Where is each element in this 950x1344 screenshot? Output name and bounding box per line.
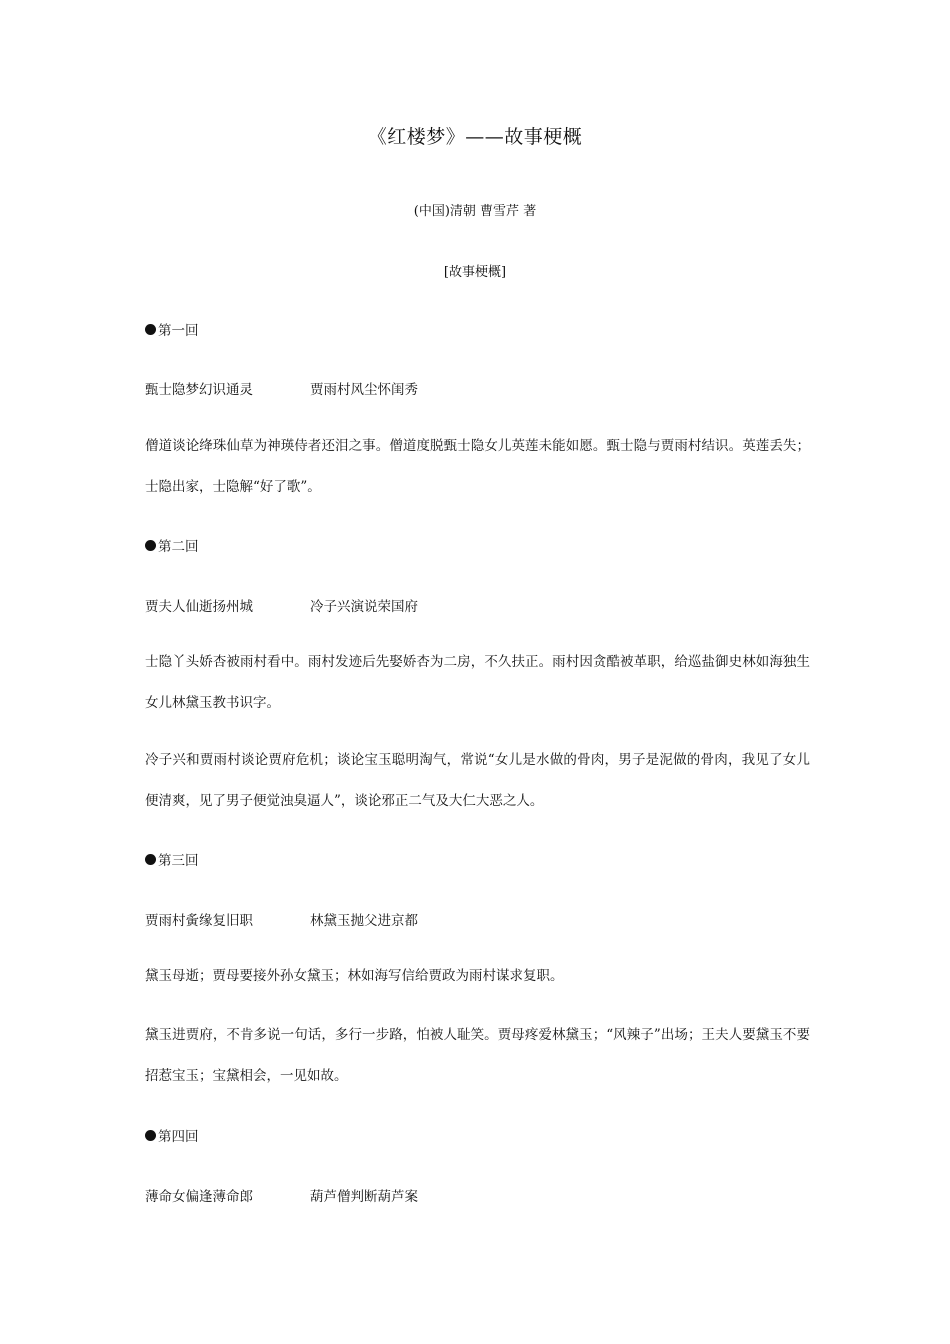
chapter-couplet: [145, 378, 810, 398]
chapter-heading-text: 第二回: [158, 539, 199, 555]
chapter-heading: [145, 319, 810, 339]
chapter-couplet: [145, 595, 810, 615]
chapter-heading: [145, 1125, 810, 1145]
bullet-icon: [145, 854, 156, 865]
chapter-heading-text: 第四回: [158, 1129, 199, 1145]
paragraph: 僧道谈论绛珠仙草为神瑛侍者还泪之事。僧道度脱甄士隐女儿英莲未能如愿。甄士隐与贾雨村结识。英莲丢失；士隐出家，士隐解“好了歌”。: [145, 438, 810, 495]
couplet-line: 冷子兴演说荣国府: [310, 599, 418, 615]
chapter-body: [145, 1015, 810, 1097]
chapter-body: [145, 956, 810, 997]
document-title: 《红楼梦》——故事梗概: [367, 126, 583, 148]
chapter-heading-text: 第一回: [158, 323, 199, 339]
paragraph: 黛玉母逝；贾母要接外孙女黛玉；林如海写信给贾政为雨村谋求复职。: [145, 968, 564, 984]
author-byline: (中国)清朝 曹雪芹 著: [413, 204, 537, 219]
bullet-icon: [145, 324, 156, 335]
chapter-heading: [145, 849, 810, 869]
chapter-heading-text: 第三回: [158, 853, 199, 869]
couplet-line: 薄命女偏逢薄命郎: [145, 1189, 253, 1205]
chapter-body: [145, 642, 810, 724]
couplet-line: 甄士隐梦幻识通灵: [145, 382, 253, 398]
couplet-line: 葫芦僧判断葫芦案: [310, 1189, 418, 1205]
chapter-body: [145, 740, 810, 822]
bullet-icon: [145, 1130, 156, 1141]
paragraph: 黛玉进贾府，不肯多说一句话，多行一步路，怕被人耻笑。贾母疼爱林黛玉；“风辣子”出场；王夫人要黛玉不要招惹宝玉；宝黛相会，一见如故。: [145, 1027, 810, 1084]
couplet-line: 贾夫人仙逝扬州城: [145, 599, 253, 615]
couplet-line: 贾雨村风尘怀闺秀: [310, 382, 418, 398]
couplet-line: 林黛玉抛父进京都: [310, 913, 418, 929]
paragraph: 冷子兴和贾雨村谈论贾府危机；谈论宝玉聪明淘气，常说“女儿是水做的骨肉，男子是泥做的骨肉，我见了女儿便清爽，见了男子便觉浊臭逼人”，谈论邪正二气及大仁大恶之人。: [145, 752, 810, 809]
couplet-line: 贾雨村夤缘复旧职: [145, 913, 253, 929]
chapter-heading: [145, 535, 810, 555]
bullet-icon: [145, 540, 156, 551]
section-label: [故事梗概]: [443, 265, 507, 280]
chapter-couplet: [145, 909, 810, 929]
paragraph: 士隐丫头娇杏被雨村看中。雨村发迹后先娶娇杏为二房，不久扶正。雨村因贪酷被革职，给巡盐御史林如海独生女儿林黛玉教书识字。: [145, 654, 810, 711]
chapter-couplet: [145, 1185, 810, 1205]
chapter-body: [145, 426, 810, 508]
